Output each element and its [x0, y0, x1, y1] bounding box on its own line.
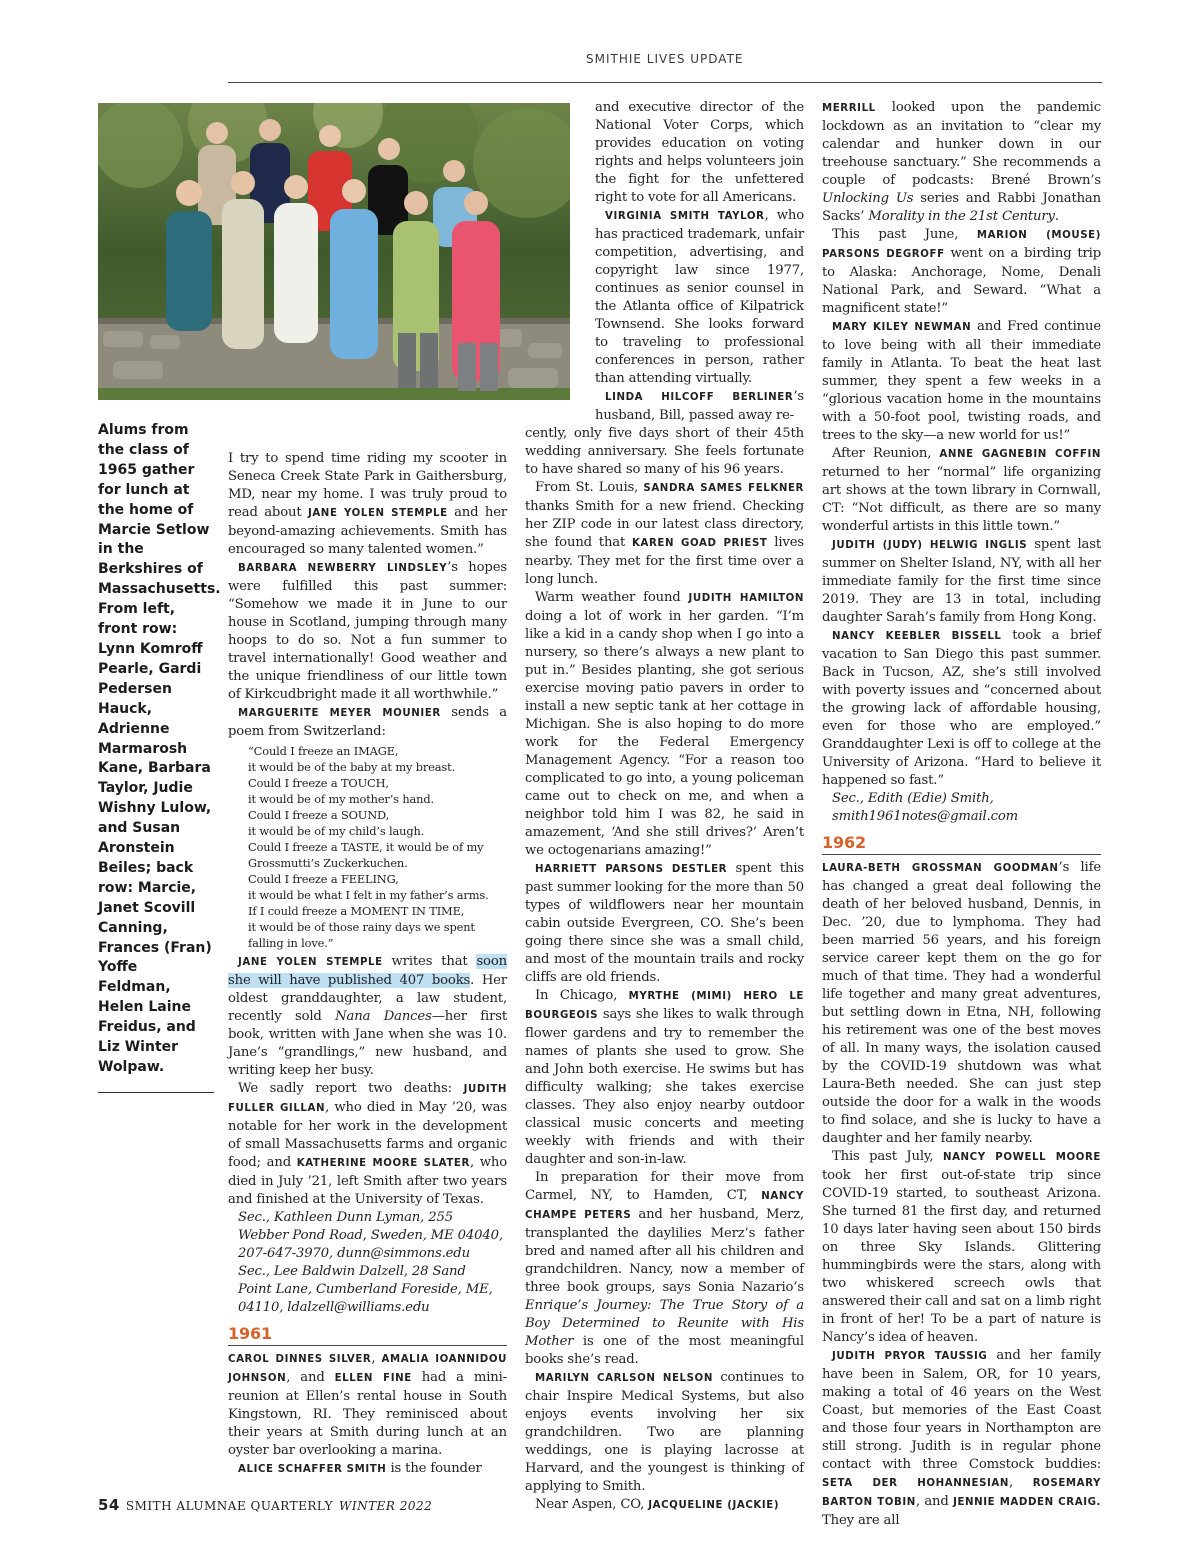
col2-paragraph-1: and executive director of the National Voter Corps, which provides education on voting rights and helps volunteers join the fight for the unfettered right to vote for all Americans. [595, 100, 804, 205]
class-secretary-2: Sec., Lee Baldwin Dalzell, 28 Sand Point Lane, Cumberland Foreside, ME, 04110, ldalzell@williams.edu [238, 1264, 493, 1315]
person-name: JANE YOLEN STEMPLE [307, 508, 448, 519]
person-name: AMALIA IOANNIDOU JOHNSON [228, 1354, 507, 1384]
col1-paragraph-5: We sadly report two deaths: JUDITH FULLER GILLAN, who died in May ’20, was notable for her work in the development of small Massachusetts farms and organic food; and KATHERINE MOORE SLATER, who died in July ’21, left Smith after two years and finished at the University of Texas. [228, 1081, 507, 1207]
class-secretary-1: Sec., Kathleen Dunn Lyman, 255 Webber Pond Road, Sweden, ME 04040, 207-647-3970, dunn@simmons.edu [238, 1210, 503, 1261]
poem-line: it would be of my mother’s hand. [248, 792, 434, 806]
column-1 [228, 450, 507, 1479]
issue-label: WINTER 2022 [339, 1499, 433, 1513]
header-rule [228, 82, 1102, 83]
poem-line: it would be of my child’s laugh. [248, 824, 425, 838]
person-name: KAREN GOAD PRIEST [632, 538, 768, 549]
person-name: JUDITH FULLER GILLAN [228, 1084, 507, 1114]
person-name: VIRGINIA SMITH TAYLOR [605, 211, 765, 222]
person-name: JENNIE MADDEN CRAIG. [953, 1497, 1102, 1508]
poem-line: falling in love.” [248, 936, 334, 950]
person-name: MERRILL [822, 103, 876, 114]
poem-line: it would be of those rainy days we spent [248, 920, 475, 934]
col1-paragraph-1: I try to spend time riding my scooter in Seneca Creek State Park in Gaithersburg, MD, near my home. I was truly proud to read about JANE YOLEN STEMPLE and her beyond-amazing achievements. Smith has encouraged so many talented women.” [228, 451, 507, 557]
person-name: BARBARA NEWBERRY LINDSLEY [238, 563, 448, 574]
col1-paragraph-2: BARBARA NEWBERRY LINDSLEY’s hopes were fulfilled this past summer: “Somehow we made it in June to our house in Scotland, jumping through many hoops to do so. Not a fun summer to travel internationally! Good weather and the unique friendliness of our little town of Kirkcudbright made it all worthwhile.” [228, 560, 507, 702]
person-name: JUDITH PRYOR TAUSSIG [832, 1351, 988, 1362]
highlighted-text: soon she will have published 407 books [228, 954, 507, 988]
person-name: ELLEN FINE [334, 1373, 412, 1384]
person-name: LAURA-BETH GROSSMAN GOODMAN [822, 863, 1059, 874]
person-name: MARY KILEY NEWMAN [832, 322, 972, 333]
person-name: HARRIETT PARSONS DESTLER [535, 864, 728, 875]
magazine-name: SMITH ALUMNAE QUARTERLY [125, 1499, 334, 1513]
person-name: SETA DER HOHANNESIAN [822, 1478, 1010, 1489]
person-name: ALICE SCHAFFER SMITH [238, 1464, 387, 1475]
col3-paragraph-7: LAURA-BETH GROSSMAN GOODMAN’s life has changed a great deal following the death of her beloved husband, Dennis, in Dec. ’20, due to lymphoma. They had been married 56 years, and his foreign service career kept them on the go for much of that time. They had a wonderful life together and many great adventures, but settling down in Etna, NH, following his retirement was one of the best moves of all. In many ways, the isolation caused by the COVID-19 shutdown was what Laura-Beth needed. She can just step outside the door for a walk in the woods to find solace, and she is lucky to have a daughter and her family nearby. [822, 860, 1101, 1146]
poem-line: If I could freeze a MOMENT IN TIME, [248, 904, 465, 918]
col1-paragraph-6: CAROL DINNES SILVER, AMALIA IOANNIDOU JOHNSON, and ELLEN FINE had a mini-reunion at Ellen’s rental house in South Kingstown, RI. They reminisced about their years at Smith during lunch at an oyster bar overlooking a marina. [228, 1351, 507, 1458]
person-name: NANCY KEEBLER BISSELL [832, 631, 1002, 642]
poem-line: Could I freeze a SOUND, [248, 808, 390, 822]
col3-paragraph-4: After Reunion, ANNE GAGNEBIN COFFIN returned to her “normal” life organizing art shows at the town library in Cornwall, CT: “Not difficult, as there are so many wonderful artists in this little town.” [822, 446, 1101, 534]
person-name: LINDA HILCOFF BERLINER [605, 392, 794, 403]
photo-caption: Alums from the class of 1965 gather for lunch at the home of Marcie Setlow in the Berkshires of Massachusetts. From left, front row: Lynn Komroff Pearle, Gardi Pedersen Hauck, Adrienne Marmarosh Kane, Barbara Taylor, Judie Wishny Lulow, and Susan Aronstein Beiles; back row: Marcie, Janet Scovill Canning, Frances (Fran) Yoffe Feldman, Helen Laine Freidus, and Liz Winter Wolpaw. [98, 421, 214, 1093]
col3-paragraph-8: This past July, NANCY POWELL MOORE took her first out-of-state trip since COVID-19 started, to southeast Arizona. She turned 81 the first day, and returned 10 days later having seen about 150 birds on three Sky Islands. Glittering hummingbirds were the stars, along with two whiskered screech owls that answered their call and sat on a limb right in front of her! To be a part of nature is Nancy’s idea of heaven. [822, 1149, 1101, 1345]
col2-paragraph-7: In Chicago, MYRTHE (MIMI) HERO LE BOURGEOIS says she likes to walk through flower gardens and try to remember the names of plants she used to grow. She and John both exercise. He swims but has difficulty walking; she takes exercise classes. They also enjoy nearby outdoor classical music concerts and meeting weekly with friends and with their daughter and son-in-law. [525, 988, 805, 1167]
class-year-heading: 1961 [228, 1325, 507, 1346]
poem-line: Could I freeze a TASTE, it would be of my [248, 840, 484, 854]
col2-paragraph-3b: cently, only five days short of their 45th wedding anniversary. She feels fortunate to have shared so many of his 96 years. [525, 426, 804, 477]
poem-line: Grossmutti’s Zuckerkuchen. [248, 856, 408, 870]
person-name: MARION (MOUSE) PARSONS DEGROFF [822, 230, 1101, 260]
col1-paragraph-4: JANE YOLEN STEMPLE writes that soon she will have published 407 books. Her oldest granddaughter, a law student, recently sold Nana Dances—her first book, written with Jane when she was 10. Jane’s “grandlings,” new husband, and writing keep her busy. [228, 954, 507, 1078]
col3-paragraph-5: JUDITH (JUDY) HELWIG INGLIS spent last summer on Shelter Island, NY, with all her immediate family for the first time since 2019. They are 13 in total, including daughter Sarah’s family from Hong Kong. [822, 537, 1101, 625]
person-name: JUDITH (JUDY) HELWIG INGLIS [832, 540, 1028, 551]
col3-paragraph-3: MARY KILEY NEWMAN and Fred continue to love being with all their immediate family in Atlanta. To beat the heat last summer, they spent a few weeks in a “glorious vacation home in the mountains with a 50-foot pool, twisting roads, and trees to the sky—a new world for us!” [822, 319, 1101, 443]
poem-line: it would be of the baby at my breast. [248, 760, 456, 774]
col3-paragraph-9: JUDITH PRYOR TAUSSIG and her family have been in Salem, OR, for 10 years, making a total of 46 years on the West Coast, but memories of the East Coast and those four years in Northampton are still strong. Judith is in regular phone contact with three Comstock buddies: SETA DER HOHANNESIAN, ROSEMARY BARTON TOBIN, and JENNIE MADDEN CRAIG. They are all [822, 1348, 1102, 1528]
col2-paragraph-8: In preparation for their move from Carmel, NY, to Hamden, CT, NANCY CHAMPE PETERS and her husband, Merz, transplanted the daylilies Merz’s father bred and named after all his children and grandchildren. Nancy, now a member of three book groups, says Sonia Nazario’s Enrique’s Journey: The True Story of a Boy Determined to Reunite with His Mother is one of the most meaningful books she’s read. [525, 1170, 805, 1367]
column-3 [822, 99, 1101, 1530]
person-name: JANE YOLEN STEMPLE [238, 957, 383, 968]
col2-paragraph-4: From St. Louis, SANDRA SAMES FELKNER thanks Smith for a new friend. Checking her ZIP code in our latest class directory, she found that KAREN GOAD PRIEST lives nearby. They met for the first time over a long lunch. [525, 480, 804, 587]
poem-line: Could I freeze a FEELING, [248, 872, 399, 886]
person-name: ROSEMARY BARTON TOBIN [822, 1478, 1101, 1508]
col1-paragraph-7: ALICE SCHAFFER SMITH is the founder [238, 1461, 482, 1476]
running-head: SMITHIE LIVES UPDATE [586, 52, 744, 66]
col2-paragraph-10: Near Aspen, CO, JACQUELINE (JACKIE) [535, 1497, 780, 1512]
col2-paragraph-9: MARILYN CARLSON NELSON continues to chair Inspire Medical Systems, but also enjoys events involving her six grandchildren. Two are planning weddings, one is playing lacrosse at Harvard, and the youngest is thinking of applying to Smith. [525, 1370, 804, 1494]
col2-paragraph-5: Warm weather found JUDITH HAMILTON doing a lot of work in her garden. “I’m like a kid in a candy shop when I go into a nursery, so there’s always a new plant to put in.” Besides planting, she got serious exercise moving patio pavers in order to install a new septic tank at her cottage in Michigan. She is also hoping to do more work for the Federal Emergency Management Agency. “For a reason too complicated to go into, a young policeman came out to check on me, and when a neighbor told him I was 82, he said in amazement, ‘And she still drives?’ Aren’t we octogenarians amazing!” [525, 590, 805, 858]
class-year-heading: 1962 [822, 834, 1101, 855]
col2-paragraph-6: HARRIETT PARSONS DESTLER spent this past summer looking for the more than 50 types of wildflowers near her mountain cabin outside Evergreen, CO. She’s been going there since she was a small child, and most of the mountain trails and rocky cliffs are old friends. [525, 861, 804, 985]
col3-paragraph-2: This past June, MARION (MOUSE) PARSONS DEGROFF went on a birding trip to Alaska: Anchorage, Nome, Denali National Park, and Seward. “What a magnificent state!” [822, 227, 1101, 316]
column-2 [525, 99, 804, 1515]
person-name: NANCY CHAMPE PETERS [525, 1191, 804, 1221]
page-number: 54 [98, 1496, 120, 1514]
person-name: KATHERINE MOORE SLATER [296, 1158, 470, 1169]
poem-line: it would be what I felt in my father’s arms. [248, 888, 489, 902]
col3-paragraph-6: NANCY KEEBLER BISSELL took a brief vacation to San Diego this past summer. Back in Tucson, AZ, she’s still involved with poverty issues and “concerned about the growing lack of affordable housing, even for those who are employed.” Granddaughter Lexi is off to college at the University of Arizona. “Hard to believe it happened so fast.” [822, 628, 1101, 788]
group-photo [98, 103, 570, 400]
poem-line: Could I freeze a TOUCH, [248, 776, 389, 790]
person-name: ANNE GAGNEBIN COFFIN [939, 449, 1101, 460]
person-name: MARILYN CARLSON NELSON [535, 1373, 713, 1384]
poem-line: “Could I freeze an IMAGE, [248, 744, 399, 758]
poem [248, 743, 507, 951]
col2-paragraph-3a: LINDA HILCOFF BERLINER’s husband, Bill, passed away re- [595, 389, 804, 423]
person-name: SANDRA SAMES FELKNER [643, 483, 804, 494]
col1-paragraph-3: MARGUERITE MEYER MOUNIER sends a poem from Switzerland: [228, 705, 508, 739]
col3-paragraph-1: MERRILL looked upon the pandemic lockdown as an invitation to “clear my calendar and hunker down in our treehouse sanctuary.” She recommends a couple of podcasts: Brené Brown’s Unlocking Us series and Rabbi Jonathan Sacks’ Morality in the 21st Century. [822, 100, 1101, 224]
group-photo-illustration [98, 103, 570, 400]
person-name: JACQUELINE (JACKIE) [648, 1500, 780, 1511]
class-secretary-3: Sec., Edith (Edie) Smith, smith1961notes@gmail.com [832, 791, 1019, 824]
person-name: CAROL DINNES SILVER [228, 1354, 372, 1365]
person-name: JUDITH HAMILTON [688, 593, 805, 604]
person-name: MYRTHE (MIMI) HERO LE BOURGEOIS [525, 991, 804, 1021]
column-2-top [525, 99, 804, 425]
person-name: NANCY POWELL MOORE [942, 1152, 1101, 1163]
person-name: MARGUERITE MEYER MOUNIER [238, 708, 441, 719]
page-footer [98, 1496, 432, 1514]
col2-paragraph-2: VIRGINIA SMITH TAYLOR, who has practiced trademark, unfair competition, advertising, and copyright law since 1977, continues as senior counsel in the Atlanta office of Kilpatrick Townsend. She looks forward to traveling to professional conferences in person, rather than attending virtually. [595, 208, 805, 386]
